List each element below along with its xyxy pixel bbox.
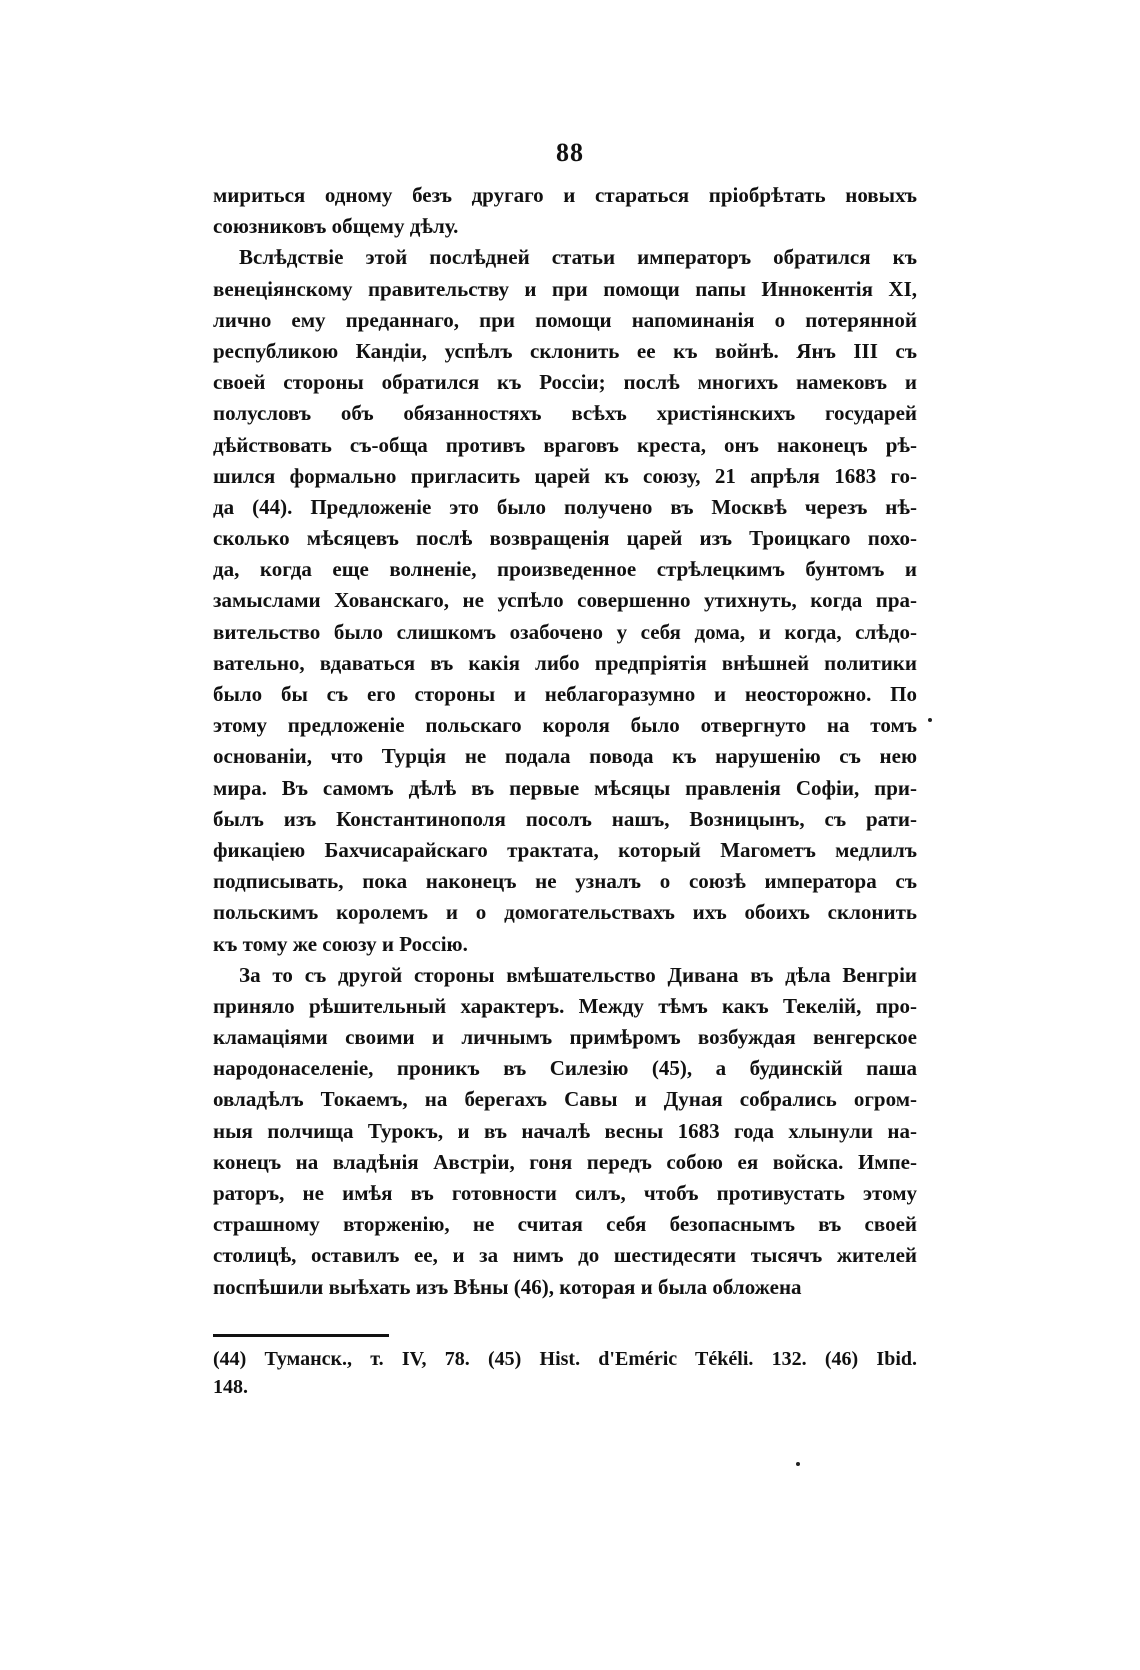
text-line: сколько мѣсяцевъ послѣ возвращенія царей изъ Троицкаго похо-: [213, 526, 917, 551]
text-line: полусловъ объ обязанностяхъ всѣхъ христіянскихъ государей: [213, 401, 917, 426]
text-line: своей стороны обратился къ Россіи; послѣ многихъ намековъ и: [213, 370, 917, 395]
text-line: венеціянскому правительству и при помощи папы Иннокентія XI,: [213, 276, 917, 301]
text-line: да, когда еще волненіе, произведенное стрѣлецкимъ бунтомъ и: [213, 557, 917, 582]
text-line: да (44). Предложеніе это было получено въ Москвѣ черезъ нѣ-: [213, 494, 917, 519]
footnote-line: 148.: [213, 1376, 248, 1398]
text-line: шился формально пригласить царей къ союзу, 21 апрѣля 1683 го-: [213, 463, 917, 488]
margin-speck: [928, 718, 932, 722]
text-line: приняло рѣшительный характеръ. Между тѣмъ какъ Текелій, про-: [213, 993, 917, 1018]
footnote-divider: [213, 1334, 389, 1337]
text-line: дѣйствовать съ-обща противъ враговъ креста, онъ наконецъ рѣ-: [213, 432, 917, 457]
footnotes: [213, 1345, 917, 1401]
text-line: вательно, вдаваться въ какія либо предпріятія внѣшней политики: [213, 650, 917, 675]
text-line: овладѣлъ Токаемъ, на берегахъ Савы и Дуная собрались огром-: [213, 1087, 917, 1112]
page-number: 88: [556, 138, 584, 167]
text-line: мириться одному безъ другаго и стараться пріобрѣтать новыхъ: [213, 183, 917, 207]
text-line: страшному вторженію, не считая себя безопаснымъ въ своей: [213, 1212, 917, 1237]
footnote-line: (44) Туманск., т. IV, 78. (45) Hist. d'Eméric Tékéli. 132. (46) Ibid.: [213, 1348, 917, 1370]
text-line: союзниковъ общему дѣлу.: [213, 214, 459, 239]
paragraph: [213, 180, 917, 242]
text-line: этому предложеніе польскаго короля было отвергнуто на томъ: [213, 713, 917, 738]
text-line: ныя полчища Турокъ, и въ началѣ весны 1683 года хлынули на-: [213, 1118, 917, 1143]
text-line: поспѣшили выѣхать изъ Вѣны (46), которая и была обложена: [213, 1274, 802, 1299]
paragraph: [213, 242, 917, 959]
paragraph: [213, 960, 917, 1303]
text-line: конецъ на владѣнія Австріи, гоня передъ собою ея войска. Импе-: [213, 1149, 917, 1174]
text-line: народонаселеніе, проникъ въ Силезію (45), а будинскій паша: [213, 1056, 917, 1081]
text-line: было бы съ его стороны и неблагоразумно и неосторожно. По: [213, 682, 917, 706]
text-line: вительство было слишкомъ озабочено у себя дома, и когда, слѣдо-: [213, 619, 917, 644]
text-line: столицѣ, оставилъ ее, и за нимъ до шестидесяти тысячъ жителей: [213, 1243, 917, 1268]
text-line: подписывать, пока наконецъ не узналъ о союзѣ императора съ: [213, 869, 917, 894]
text-line: кламаціями своими и личнымъ примѣромъ возбуждая венгерское: [213, 1025, 917, 1050]
text-line: За то съ другой стороны вмѣшательство Дивана въ дѣла Венгріи: [239, 962, 917, 987]
text-line: польскимъ королемъ и о домогательствахъ ихъ обоихъ склонить: [213, 900, 917, 925]
text-line: республикою Кандіи, успѣлъ склонить ее къ войнѣ. Янъ III съ: [213, 338, 917, 363]
text-line: лично ему преданнаго, при помощи напоминанія о потерянной: [213, 307, 917, 332]
text-line: раторъ, не имѣя въ готовности силъ, чтобъ противустать этому: [213, 1181, 917, 1205]
text-line: основаніи, что Турція не подала повода къ нарушенію съ нею: [213, 744, 917, 769]
margin-speck: [796, 1462, 800, 1466]
body-text: [213, 180, 917, 1303]
text-line: мира. Въ самомъ дѣлѣ въ первые мѣсяцы правленія Софіи, при-: [213, 775, 917, 800]
text-line: замыслами Хованскаго, не успѣло совершенно утихнуть, когда пра-: [213, 588, 917, 613]
text-line: фикаціею Бахчисарайскаго трактата, который Магометъ медлилъ: [213, 837, 917, 862]
text-line: къ тому же союзу и Россію.: [213, 931, 468, 956]
text-line: Вслѣдствіе этой послѣдней статьи императоръ обратился къ: [239, 245, 917, 270]
text-line: былъ изъ Константинополя посолъ нашъ, Возницынъ, съ рати-: [213, 806, 917, 831]
